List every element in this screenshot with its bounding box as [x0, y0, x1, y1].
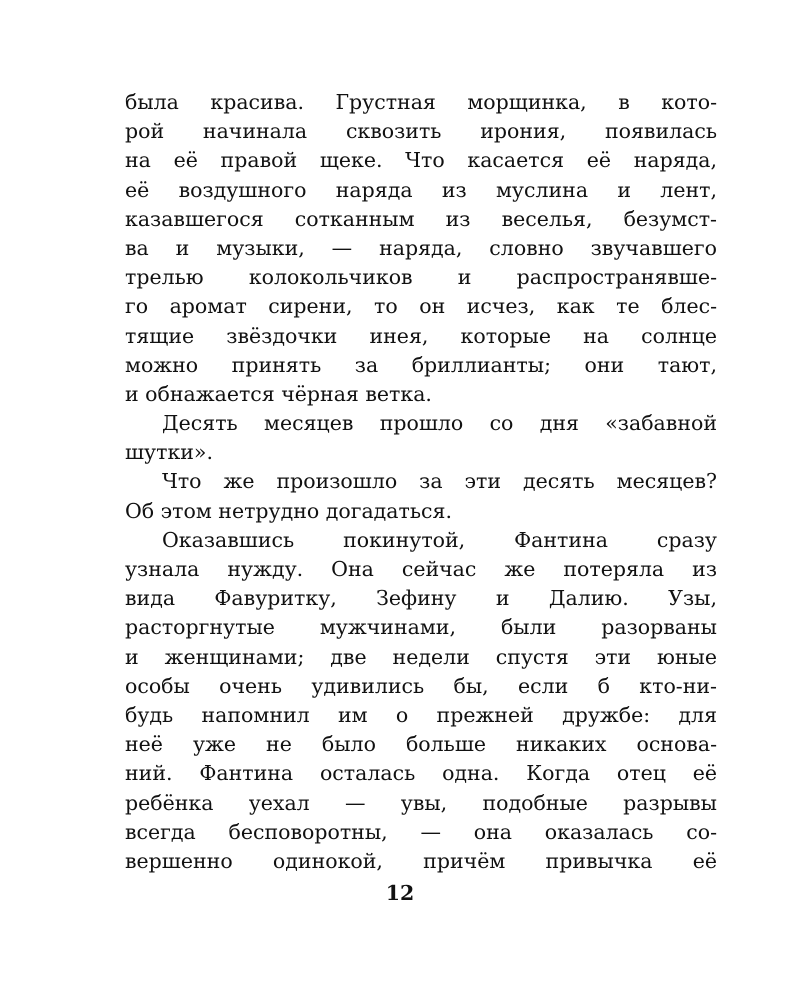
text-line: шутки».	[125, 440, 213, 465]
page-number: 12	[385, 881, 415, 905]
text-line: особы очень удивились бы, если б кто-ни-	[125, 673, 717, 698]
text-line: трелью колокольчиков и распространявше-	[125, 265, 717, 290]
text-line: рой начинала сквозить ирония, появилась	[125, 119, 717, 144]
text-line: тящие звёздочки инея, которые на солнце	[125, 323, 717, 348]
text-line: была красива. Грустная морщинка, в кото-	[125, 90, 717, 114]
text-line: вида Фавуритку, Зефину и Далию. Узы,	[125, 586, 717, 611]
text-line: Об этом нетрудно догадаться.	[125, 498, 452, 523]
text-line: го аромат сирени, то он исчез, как те блес-	[125, 294, 717, 319]
text-line: казавшегося сотканным из веселья, безумст-	[125, 206, 717, 231]
text-line: Десять месяцев прошло со дня «забавной	[162, 411, 717, 436]
text-line: ребёнка уехал — увы, подобные разрывы	[125, 790, 717, 815]
text-line: и обнажается чёрная ветка.	[125, 381, 432, 406]
text-line: Что же произошло за эти десять месяцев?	[162, 469, 717, 494]
text-line: расторгнутые мужчинами, были разорваны	[125, 615, 717, 640]
text-line: будь напомнил им о прежней дружбе: для	[125, 702, 717, 727]
text-line: Оказавшись покинутой, Фантина сразу	[162, 527, 717, 552]
book-page-body	[125, 88, 717, 876]
text-line: на её правой щеке. Что касается её наряда,	[125, 148, 717, 173]
text-line: вершенно одинокой, причём привычка её	[125, 848, 717, 873]
text-line: и женщинами; две недели спустя эти юные	[125, 644, 717, 669]
text-line: неё уже не было больше никаких основа-	[125, 732, 717, 757]
text-line: её воздушного наряда из муслина и лент,	[125, 177, 717, 202]
text-line: ний. Фантина осталась одна. Когда отец её	[125, 761, 717, 786]
text-line: можно принять за бриллианты; они тают,	[125, 352, 717, 377]
text-line: всегда бесповоротны, — она оказалась со-	[125, 819, 717, 844]
text-line: узнала нужду. Она сейчас же потеряла из	[125, 557, 717, 581]
text-line: ва и музыки, — наряда, словно звучавшего	[125, 235, 717, 260]
